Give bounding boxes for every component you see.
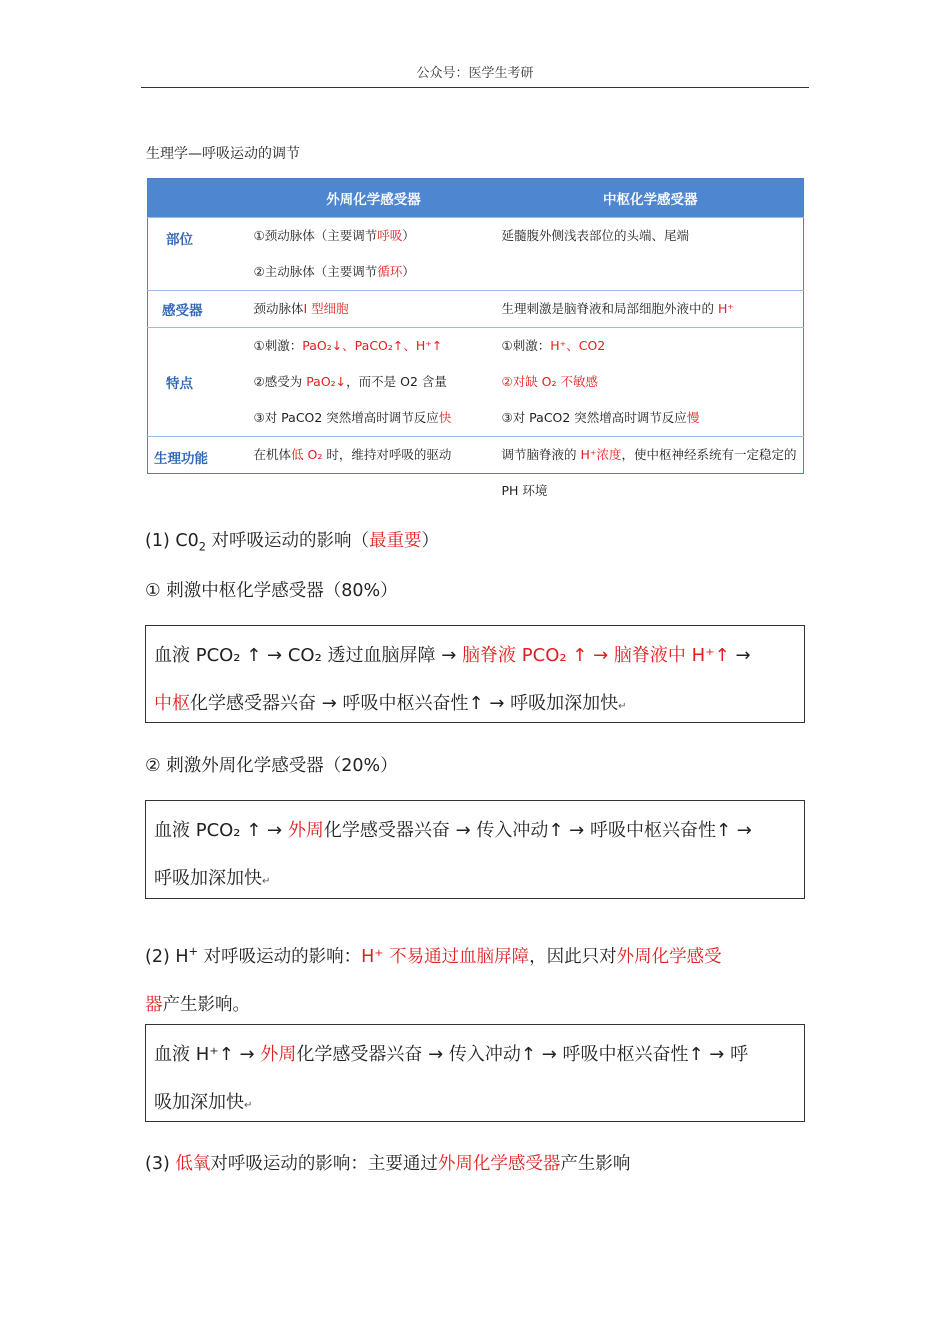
row-label: 生理功能	[148, 437, 250, 474]
header-peripheral: 外周化学感受器	[250, 179, 498, 218]
section-hypoxia-heading: (3) 低氧对呼吸运动的影响：主要通过外周化学感受器产生影响	[145, 1154, 631, 1174]
cell	[250, 218, 498, 291]
cell	[498, 328, 804, 437]
page-header: 公众号：医学生考研	[141, 62, 809, 88]
cell-line: ①刺激：H⁺、CO2	[501, 338, 606, 353]
row-label: 特点	[148, 328, 250, 437]
cell-line: ②主动脉体（主要调节循环）	[253, 264, 415, 279]
table-row-function	[148, 437, 804, 474]
cell-line: ②对缺 O₂ 不敏感	[501, 374, 599, 389]
cell	[498, 218, 804, 291]
cell-line: 生理刺激是脑脊液和局部细胞外液中的 H⁺	[501, 301, 734, 316]
document-title: 生理学—呼吸运动的调节	[146, 146, 300, 162]
cell-line: ①颈动脉体（主要调节呼吸）	[253, 228, 415, 243]
cell-line: ②感受为 PaO₂↓，而不是 O2 含量	[253, 374, 447, 389]
cell	[498, 291, 804, 328]
comparison-table	[147, 178, 804, 498]
table-row-features	[148, 328, 804, 437]
cell	[250, 328, 498, 437]
section-co2-heading: (1) $C0_2$ 对呼吸运动的影响（最重要）	[145, 531, 440, 554]
cell-line: 调节脑脊液的 H⁺浓度，使中枢神经系统有一定稳定的 PH 环境	[501, 447, 797, 498]
row-label: 感受器	[148, 291, 250, 328]
pathway-box-h: 血液 H⁺↑ → 外周化学感受器兴奋 → 传入冲动↑ → 呼吸中枢兴奋性↑ → 呼 吸加深加快↵	[145, 1024, 805, 1122]
cell-line: ③对 PaCO2 突然增高时调节反应快	[253, 410, 452, 425]
cell	[250, 291, 498, 328]
cell-line: 在机体低 O₂ 时，维持对呼吸的驱动	[253, 447, 452, 462]
cell-line: 延髓腹外侧浅表部位的头端、尾端	[501, 228, 690, 243]
table-row-location	[148, 218, 804, 291]
table-row-receptor	[148, 291, 804, 328]
cell-line: ①刺激：PaO₂↓、PaCO₂↑、H⁺↑	[253, 338, 443, 353]
row-label: 部位	[148, 218, 250, 291]
section-central-heading: ① 刺激中枢化学感受器（80%）	[145, 581, 398, 601]
section-peripheral-heading: ② 刺激外周化学感受器（20%）	[145, 756, 398, 776]
table-header-row	[148, 179, 804, 218]
cell	[250, 437, 498, 474]
table-corner	[148, 179, 250, 218]
header-central: 中枢化学感受器	[498, 179, 804, 218]
cell	[498, 437, 804, 498]
pathway-box-peripheral: 血液 PCO₂ ↑ → 外周化学感受器兴奋 → 传入冲动↑ → 呼吸中枢兴奋性↑ → 呼吸加深加快↵	[145, 800, 805, 899]
cell-line: ③对 PaCO2 突然增高时调节反应慢	[501, 410, 700, 425]
pathway-box-central: 血液 PCO₂ ↑ → CO₂ 透过血脑屏障 → 脑脊液 PCO₂ ↑ → 脑脊液中 H⁺↑ → 中枢化学感受器兴奋 → 呼吸中枢兴奋性↑ → 呼吸加深加快↵	[145, 625, 805, 723]
section-h-heading: (2) H+ 对呼吸运动的影响：H⁺ 不易通过血脑屏障，因此只对外周化学感受 器产生影响。	[145, 944, 722, 1015]
cell-line: 颈动脉体Ⅰ 型细胞	[253, 301, 349, 316]
